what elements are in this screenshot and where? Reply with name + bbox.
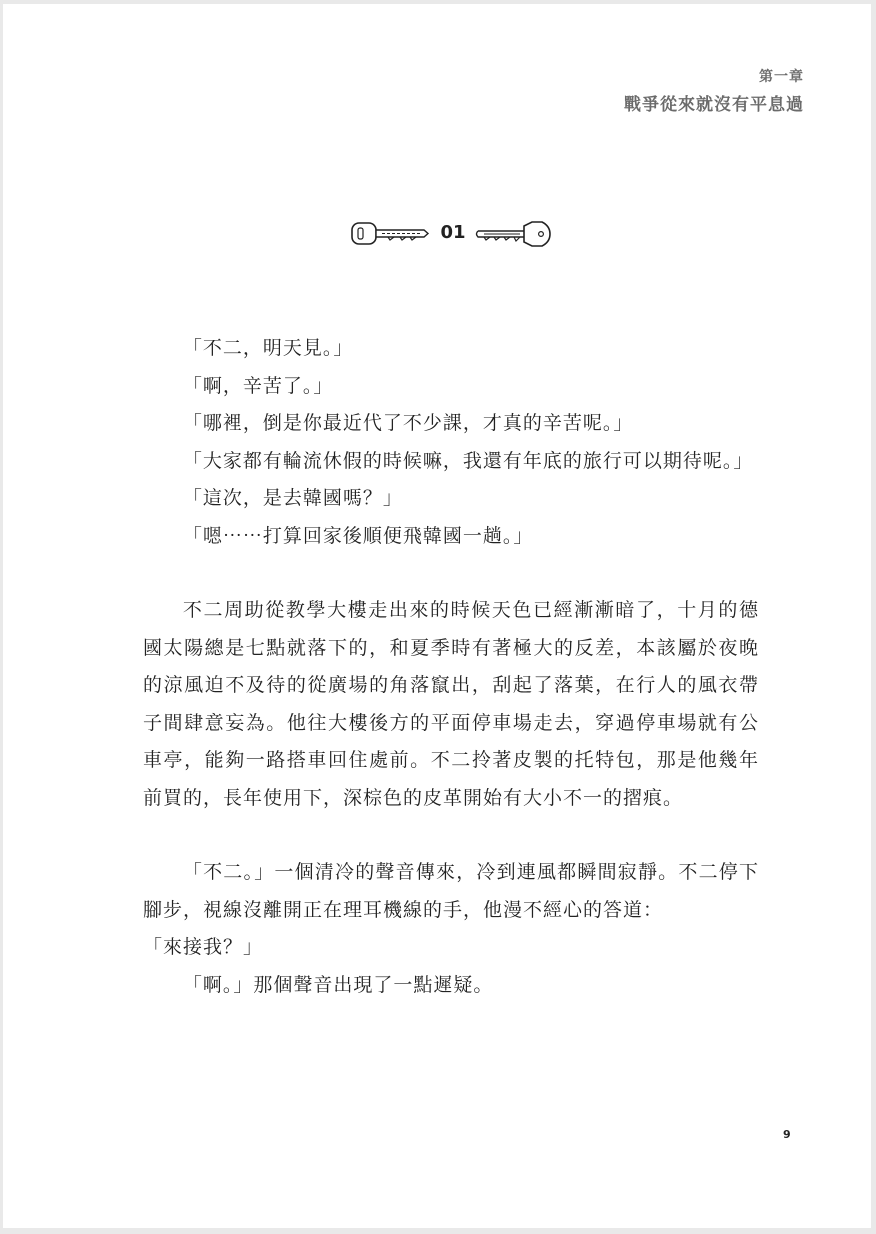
key-icon	[348, 214, 430, 254]
paragraph: 「來接我？」	[143, 936, 264, 958]
paragraph: 「嗯⋯⋯打算回家後順便飛韓國一趟。」	[182, 524, 534, 547]
paragraph: 「啊。」那個聲音出現了一點遲疑。	[182, 973, 494, 996]
book-page	[3, 4, 871, 1228]
section-heading	[348, 214, 553, 254]
paragraph: 「大家都有輪流休假的時候嘛，我還有年底的旅行可以期待呢。」	[182, 449, 754, 472]
paragraph: 「不二，明天見。」	[182, 337, 354, 359]
paragraph: 不二周助從教學大樓走出來的時候天色已經漸漸暗了，十月的德國太陽總是七點就落下的，和夏季時有著極大的反差，本該屬於夜晚的涼風迫不及待的從廣場的角落竄出，刮起了落葉，在行人的風衣帶子間肆意妄為。他往大樓後方的平面停車場走去，穿過停車場就有公車亭，能夠一路搭車回住處前。不二拎著皮製的托特包，那是他幾年前買的，長年使用下，深棕色的皮革開始有大小不一的摺痕。	[143, 599, 759, 809]
paragraph: 「這次，是去韓國嗎？」	[182, 487, 403, 509]
page-number: 9	[783, 1128, 791, 1141]
paragraph: 「不二。」一個清冷的聲音傳來，冷到連風都瞬間寂靜。不二停下腳步，視線沒離開正在理耳機線的手，他漫不經心的答道：	[143, 861, 759, 921]
body-text	[143, 330, 759, 1004]
chapter-number: 第一章	[759, 69, 804, 85]
section-number: 01	[440, 222, 466, 243]
chapter-title: 戰爭從來就沒有平息過	[624, 95, 804, 115]
paragraph: 「啊，辛苦了。」	[182, 374, 334, 397]
paragraph: 「哪裡，倒是你最近代了不少課，才真的辛苦呢。」	[182, 412, 634, 434]
paragraph-gap	[143, 555, 759, 592]
key-icon	[474, 214, 554, 254]
paragraph-gap	[143, 817, 759, 854]
